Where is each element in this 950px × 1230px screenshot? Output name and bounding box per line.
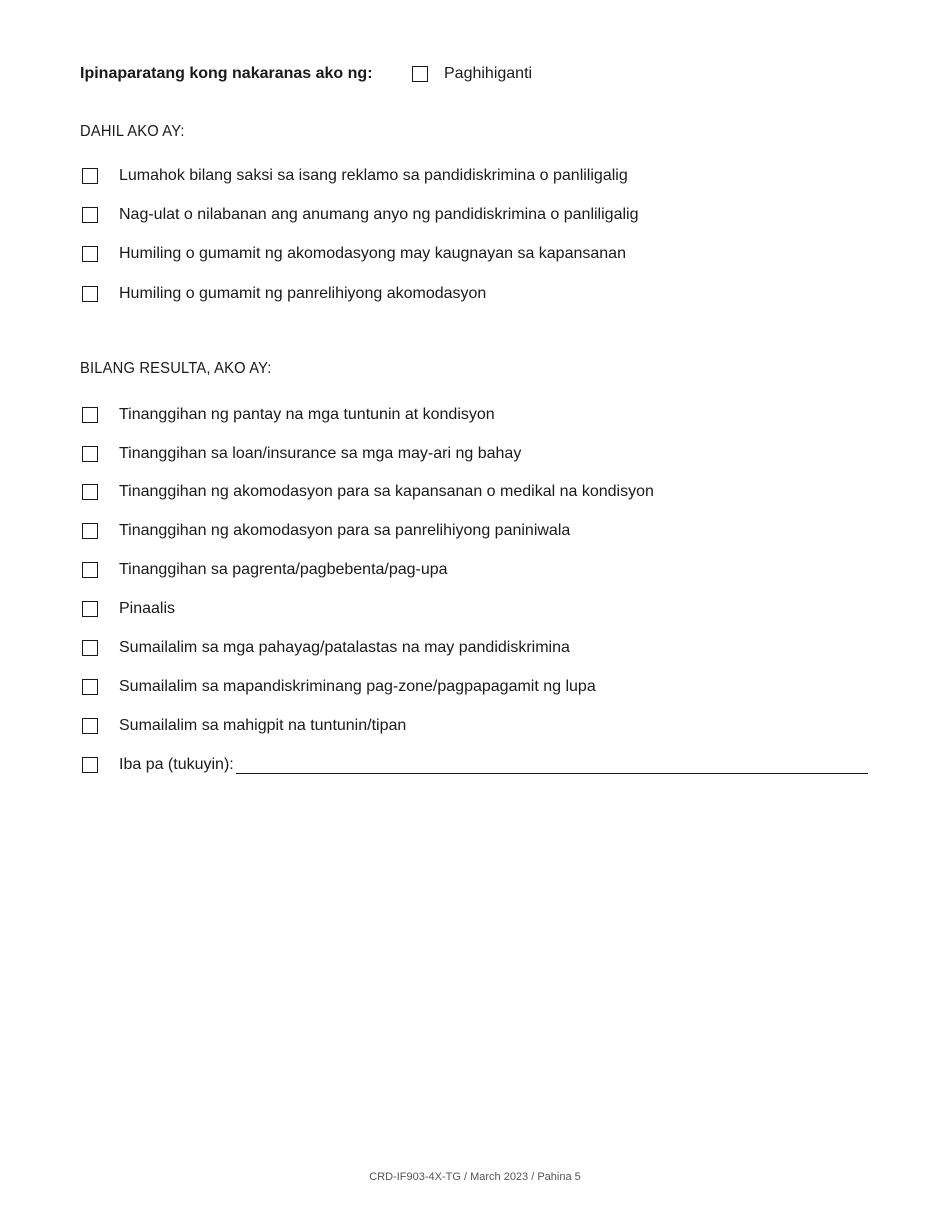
- option-label: Sumailalim sa mahigpit na tuntunin/tipan: [119, 717, 407, 734]
- result-item-zoning[interactable]: [82, 675, 872, 699]
- checkbox[interactable]: [82, 523, 98, 539]
- option-label: Nag-ulat o nilabanan ang anumang anyo ng pandidiskrimina o panliligalig: [119, 206, 639, 223]
- option-label: Tinanggihan ng akomodasyon para sa panrelihiyong paniniwala: [119, 522, 571, 539]
- checkbox[interactable]: [82, 484, 98, 500]
- option-label: Tinanggihan sa loan/insurance sa mga may-ari ng bahay: [119, 445, 522, 462]
- because-heading: DAHIL AKO AY:: [80, 123, 185, 140]
- because-item-witness[interactable]: [82, 164, 872, 188]
- retaliation-option[interactable]: [412, 62, 532, 86]
- result-item-other[interactable]: [82, 753, 872, 777]
- option-label: Sumailalim sa mapandiskriminang pag-zone/pagpapagamit ng lupa: [119, 678, 596, 695]
- result-item-restrictive-covenant[interactable]: [82, 714, 872, 738]
- checkbox[interactable]: [82, 679, 98, 695]
- allegation-label: Ipinaparatang kong nakaranas ako ng:: [80, 65, 373, 82]
- retaliation-checkbox[interactable]: [412, 66, 428, 82]
- result-item-equal-terms[interactable]: [82, 403, 872, 427]
- result-item-rent-sale-lease[interactable]: [82, 558, 872, 582]
- checkbox[interactable]: [82, 286, 98, 302]
- result-item-evicted[interactable]: [82, 597, 872, 621]
- because-item-religious-accommodation[interactable]: [82, 282, 872, 306]
- checkbox[interactable]: [82, 407, 98, 423]
- allegation-row: [80, 62, 533, 86]
- page-footer: CRD-IF903-4X-TG / March 2023 / Pahina 5: [369, 1171, 581, 1183]
- option-label: Humiling o gumamit ng akomodasyong may kaugnayan sa kapansanan: [119, 245, 626, 262]
- option-label: Tinanggihan ng pantay na mga tuntunin at kondisyon: [119, 406, 495, 423]
- because-item-reported[interactable]: [82, 203, 872, 227]
- result-heading: BILANG RESULTA, AKO AY:: [80, 360, 272, 377]
- checkbox[interactable]: [82, 718, 98, 734]
- retaliation-label: Paghihiganti: [444, 65, 533, 82]
- result-item-discriminatory-ads[interactable]: [82, 636, 872, 660]
- checkbox[interactable]: [82, 640, 98, 656]
- result-item-loan-insurance[interactable]: [82, 442, 872, 466]
- option-label: Tinanggihan ng akomodasyon para sa kapansanan o medikal na kondisyon: [119, 483, 654, 500]
- option-label: Pinaalis: [119, 600, 176, 617]
- option-label: Tinanggihan sa pagrenta/pagbebenta/pag-upa: [119, 561, 448, 578]
- checkbox[interactable]: [82, 168, 98, 184]
- checkbox[interactable]: [82, 207, 98, 223]
- checkbox[interactable]: [82, 562, 98, 578]
- checkbox[interactable]: [82, 757, 98, 773]
- result-item-religious-accommodation[interactable]: [82, 519, 872, 543]
- option-label: Lumahok bilang saksi sa isang reklamo sa pandidiskrimina o panliligalig: [119, 167, 628, 184]
- option-label: Sumailalim sa mga pahayag/patalastas na may pandidiskrimina: [119, 639, 570, 656]
- checkbox[interactable]: [82, 601, 98, 617]
- other-label: Iba pa (tukuyin):: [119, 756, 234, 773]
- other-specify-field[interactable]: [236, 757, 868, 774]
- checkbox[interactable]: [82, 246, 98, 262]
- option-label: Humiling o gumamit ng panrelihiyong akomodasyon: [119, 285, 487, 302]
- result-item-disability-accommodation[interactable]: [82, 480, 872, 504]
- because-item-disability-accommodation[interactable]: [82, 242, 872, 266]
- checkbox[interactable]: [82, 446, 98, 462]
